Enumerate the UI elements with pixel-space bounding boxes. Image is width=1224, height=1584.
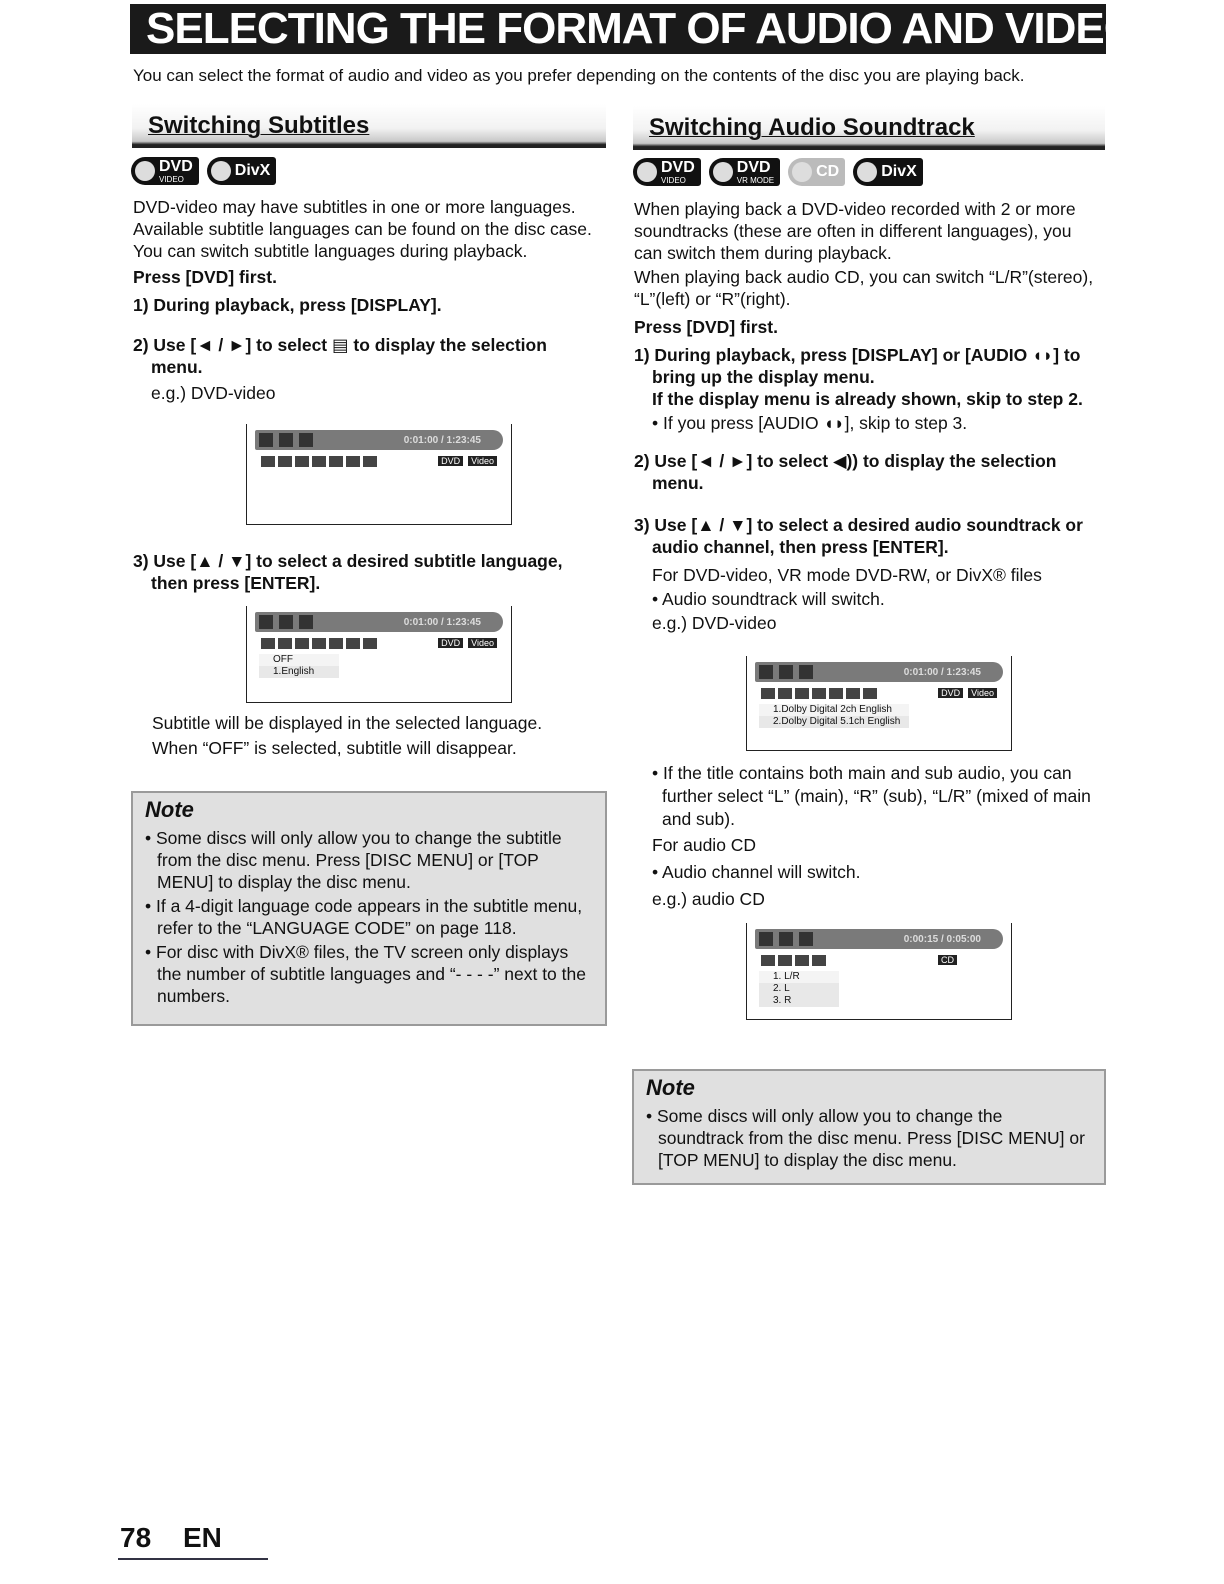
osd-option[interactable]: OFF — [259, 654, 339, 666]
osd-screen-subtitle-select — [246, 606, 512, 703]
osd-tag-cd: CD — [938, 955, 957, 965]
subtitle-result-block — [152, 711, 622, 761]
divx-badge: DivX — [853, 158, 923, 186]
osd-audio-options — [759, 704, 909, 728]
audio-icon — [278, 456, 292, 467]
step-1-skip: If the display menu is already shown, skip to step 2. — [652, 389, 1083, 409]
angle-icon — [812, 688, 826, 699]
page-footer — [120, 1522, 222, 1554]
cd-example: e.g.) audio CD — [652, 889, 765, 909]
audio-icon — [778, 955, 792, 966]
angle-icon — [312, 456, 326, 467]
search-icon — [761, 688, 775, 699]
search-icon — [761, 955, 775, 966]
note-item: • Some discs will only allow you to change the soundtrack from the disc menu. Press [DISC MENU] or [TOP MENU] to display the disc menu. — [646, 1106, 1085, 1170]
dvd-example: e.g.) DVD-video — [652, 613, 777, 633]
note-title: Note — [145, 797, 194, 822]
dvd-vr-badge: DVD VR MODE — [709, 158, 780, 186]
nr-icon — [363, 456, 377, 467]
chapter-icon — [279, 433, 293, 447]
subtitle-result-1: Subtitle will be displayed in the selected language. — [152, 713, 543, 733]
osd-option[interactable]: 2.Dolby Digital 5.1ch English — [759, 716, 909, 728]
nr-icon — [863, 688, 877, 699]
title-icon — [259, 615, 273, 629]
section-heading-subtitles: Switching Subtitles — [132, 104, 606, 148]
osd-screen-audio-cd — [746, 923, 1012, 1020]
title-icon — [759, 665, 773, 679]
step-2: 2) Use [◄ / ►] to select ◀)) to display the selection menu. — [634, 451, 1057, 493]
note-item: • If a 4-digit language code appears in the subtitle menu, refer to the “LANGUAGE CODE” on page 118. — [145, 896, 583, 938]
zoom-icon — [346, 456, 360, 467]
disc-icon — [135, 161, 155, 181]
page-title: SELECTING THE FORMAT OF AUDIO AND VIDEO — [130, 4, 1106, 54]
for-dvd-label: For DVD-video, VR mode DVD-RW, or DivX® files — [652, 565, 1042, 585]
repeat-icon — [329, 456, 343, 467]
osd-icon-row — [261, 454, 497, 468]
osd-option[interactable]: 1.English — [259, 666, 339, 678]
repeat-icon — [795, 955, 809, 966]
osd-time: 0:01:00 / 1:23:45 — [403, 434, 481, 446]
osd-subtitle-options — [259, 654, 339, 678]
osd-icon-row — [761, 953, 997, 967]
footer-rule — [118, 1558, 268, 1560]
disc-icon — [211, 161, 231, 181]
program-icon — [812, 955, 826, 966]
osd-time: 0:01:00 / 1:23:45 — [903, 666, 981, 678]
press-dvd-first: Press [DVD] first. — [634, 317, 778, 337]
zoom-icon — [346, 638, 360, 649]
osd-option[interactable]: 1.Dolby Digital 2ch English — [759, 704, 909, 716]
note-box-subtitles — [131, 791, 607, 1026]
step-3: 3) Use [▲ / ▼] to select a desired audio soundtrack or audio channel, then press [ENTER]. — [634, 515, 1083, 557]
clock-icon — [799, 932, 813, 946]
dvd-video-badge: DVD VIDEO — [131, 157, 199, 185]
step-2-example: e.g.) DVD-video — [151, 383, 276, 403]
cd-badge: CD — [788, 158, 845, 186]
angle-icon — [312, 638, 326, 649]
format-badges-left — [131, 157, 276, 187]
osd-tag-dvd: DVD — [438, 638, 463, 648]
osd-status-bar — [755, 662, 1003, 682]
search-icon — [261, 638, 275, 649]
disc-icon — [713, 162, 733, 182]
nr-icon — [363, 638, 377, 649]
audio-icon — [778, 688, 792, 699]
cd-bullet: • Audio channel will switch. — [652, 862, 861, 882]
dvd-bullet: • Audio soundtrack will switch. — [652, 589, 885, 609]
osd-tag-dvd: DVD — [438, 456, 463, 466]
format-badges-right — [633, 158, 923, 188]
osd-time: 0:01:00 / 1:23:45 — [403, 616, 481, 628]
search-icon — [261, 456, 275, 467]
clock-icon — [299, 615, 313, 629]
osd-option[interactable]: 1. L/R — [759, 971, 839, 983]
title-icon — [259, 433, 273, 447]
osd-option[interactable]: 3. R — [759, 995, 839, 1007]
note-item: • Some discs will only allow you to change the subtitle from the disc menu. Press [DISC MENU] or [TOP MENU] to display the disc menu. — [145, 828, 562, 892]
step-1-bullet: • If you press [AUDIO ◖◗], skip to step 3. — [652, 413, 968, 433]
left-text-block — [133, 196, 603, 404]
osd-screen-audio-dvd — [746, 656, 1012, 751]
zoom-icon — [846, 688, 860, 699]
osd-screen-subtitle-menu — [246, 424, 512, 525]
subtitle-description: DVD-video may have subtitles in one or more languages. Available subtitle languages can be found on the disc case. You can switch subtitle languages during playback. — [133, 197, 592, 261]
subtitle-icon — [295, 456, 309, 467]
disc-icon — [637, 162, 657, 182]
step-1: 1) During playback, press [DISPLAY]. — [133, 295, 442, 315]
osd-time: 0:00:15 / 0:05:00 — [903, 933, 981, 945]
disc-icon — [792, 162, 812, 182]
divx-badge: DivX — [207, 157, 277, 185]
track-icon — [779, 932, 793, 946]
subtitle-icon — [295, 638, 309, 649]
osd-status-bar — [255, 612, 503, 632]
audio-description-2: When playing back audio CD, you can switch “L/R”(stereo), “L”(left) or “R”(right). — [634, 267, 1094, 309]
subtitle-result-2: When “OFF” is selected, subtitle will disappear. — [152, 738, 517, 758]
disc-icon — [857, 162, 877, 182]
audio-cd-block — [652, 762, 1104, 911]
osd-status-bar — [255, 430, 503, 450]
note-title: Note — [646, 1075, 695, 1100]
subtitle-icon — [795, 688, 809, 699]
step-3: 3) Use [▲ / ▼] to select a desired subtitle language, then press [ENTER]. — [133, 551, 563, 593]
note-box-audio — [632, 1069, 1106, 1185]
intro-text: You can select the format of audio and video as you prefer depending on the contents of the disc you are playing back. — [133, 66, 1025, 85]
chapter-icon — [779, 665, 793, 679]
title-bullet: • If the title contains both main and sub audio, you can further select “L” (main), “R” (sub), “L/R” (mixed of main and sub). — [652, 763, 1091, 829]
osd-option[interactable]: 2. L — [759, 983, 839, 995]
osd-tag-video: Video — [468, 638, 497, 648]
osd-tag-video: Video — [468, 456, 497, 466]
language-code: EN — [182, 1522, 222, 1553]
audio-icon — [278, 638, 292, 649]
left-step-3-block — [133, 550, 603, 594]
clock-icon — [799, 665, 813, 679]
osd-status-bar — [755, 929, 1003, 949]
clock-icon — [299, 433, 313, 447]
right-text-block — [634, 198, 1104, 634]
audio-description-1: When playing back a DVD-video recorded with 2 or more soundtracks (these are often in different languages), you can switch them during playback. — [634, 199, 1076, 263]
press-dvd-first: Press [DVD] first. — [133, 267, 277, 287]
chapter-icon — [279, 615, 293, 629]
dvd-video-badge: DVD VIDEO — [633, 158, 701, 186]
osd-icon-row — [761, 686, 997, 700]
osd-channel-options — [759, 971, 839, 1007]
osd-tag-dvd: DVD — [938, 688, 963, 698]
note-item: • For disc with DivX® files, the TV screen only displays the number of subtitle languages and “- - - -” next to the numbers. — [145, 942, 586, 1006]
osd-icon-row — [261, 636, 497, 650]
for-cd-label: For audio CD — [652, 835, 757, 855]
osd-tag-video: Video — [968, 688, 997, 698]
repeat-icon — [329, 638, 343, 649]
section-heading-audio: Switching Audio Soundtrack — [633, 106, 1105, 150]
step-1: 1) During playback, press [DISPLAY] or [AUDIO ◖◗] to bring up the display menu. — [634, 345, 1081, 387]
page-number: 78 — [120, 1522, 152, 1553]
repeat-icon — [829, 688, 843, 699]
step-2: 2) Use [◄ / ►] to select ▤ to display the selection menu. — [133, 335, 547, 377]
title-icon — [759, 932, 773, 946]
